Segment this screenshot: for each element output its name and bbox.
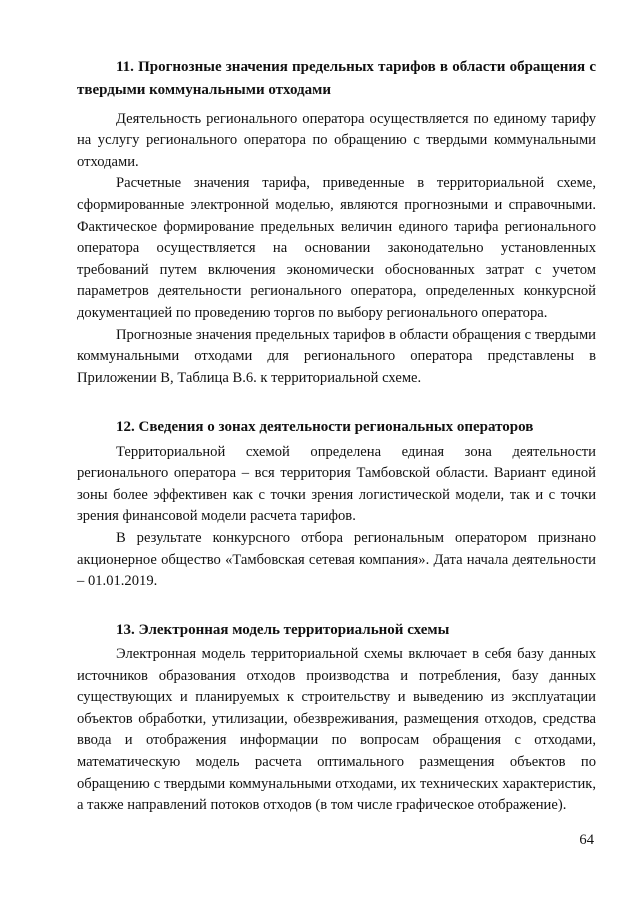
paragraph: Деятельность регионального оператора осуществляется по единому тарифу на услугу регионального оператора по обращению с твердыми коммунальными отходами. <box>77 110 596 170</box>
paragraph: Электронная модель территориальной схемы включает в себя базу данных источников образования отходов производства и потребления, базу данных существующих и планируемых к строительству и выведению из эксплуатации объектов обработки, утилизации, обезвреживания, размещения отходов, средства ввода и отображения информации по вопросам обращения с отходами, математическую модель расчета оптимального размещения объектов по обращению с твердыми коммунальными отходами, их технических характеристик, а также направлений потоков отходов (в том числе графическое отображение). <box>77 646 596 814</box>
section-tariffs <box>77 56 596 389</box>
section-electronic-model <box>77 619 596 817</box>
section-heading: 12. Сведения о зонах деятельности региональных операторов <box>116 419 534 436</box>
page-number: 64 <box>579 832 594 848</box>
paragraph: Расчетные значения тарифа, приведенные в территориальной схеме, сформированные электронной моделью, являются прогнозными и справочными. Фактическое формирование предельных величин единого тарифа регионального оператора осуществляется на основании законодательно установленных требований путем включения экономически обоснованных затрат с учетом параметров деятельности регионального оператора, определенных конкурсной документацией по проведению торгов по выбору регионального оператора. <box>77 175 596 321</box>
section-heading: 13. Электронная модель территориальной схемы <box>116 621 450 638</box>
paragraph: В результате конкурсного отбора региональным оператором признано акционерное общество «Тамбовская сетевая компания». Дата начала деятельности – 01.01.2019. <box>77 529 596 590</box>
page-content <box>77 56 596 817</box>
section-heading: 11. Прогнозные значения предельных тарифов в области обращения с твердыми коммунальными отходами <box>77 59 596 99</box>
paragraph: Прогнозные значения предельных тарифов в области обращения с твердыми коммунальными отходами для регионального оператора представлены в Приложении В, Таблица В.6. к территориальной схеме. <box>77 326 596 386</box>
paragraph: Территориальной схемой определена единая зона деятельности регионального оператора – вся территория Тамбовской области. Вариант единой зоны более эффективен как с точки зрения логистической модели, так и с точки зрения финансовой модели расчета тарифов. <box>77 443 596 525</box>
section-operator-zones <box>77 416 596 592</box>
